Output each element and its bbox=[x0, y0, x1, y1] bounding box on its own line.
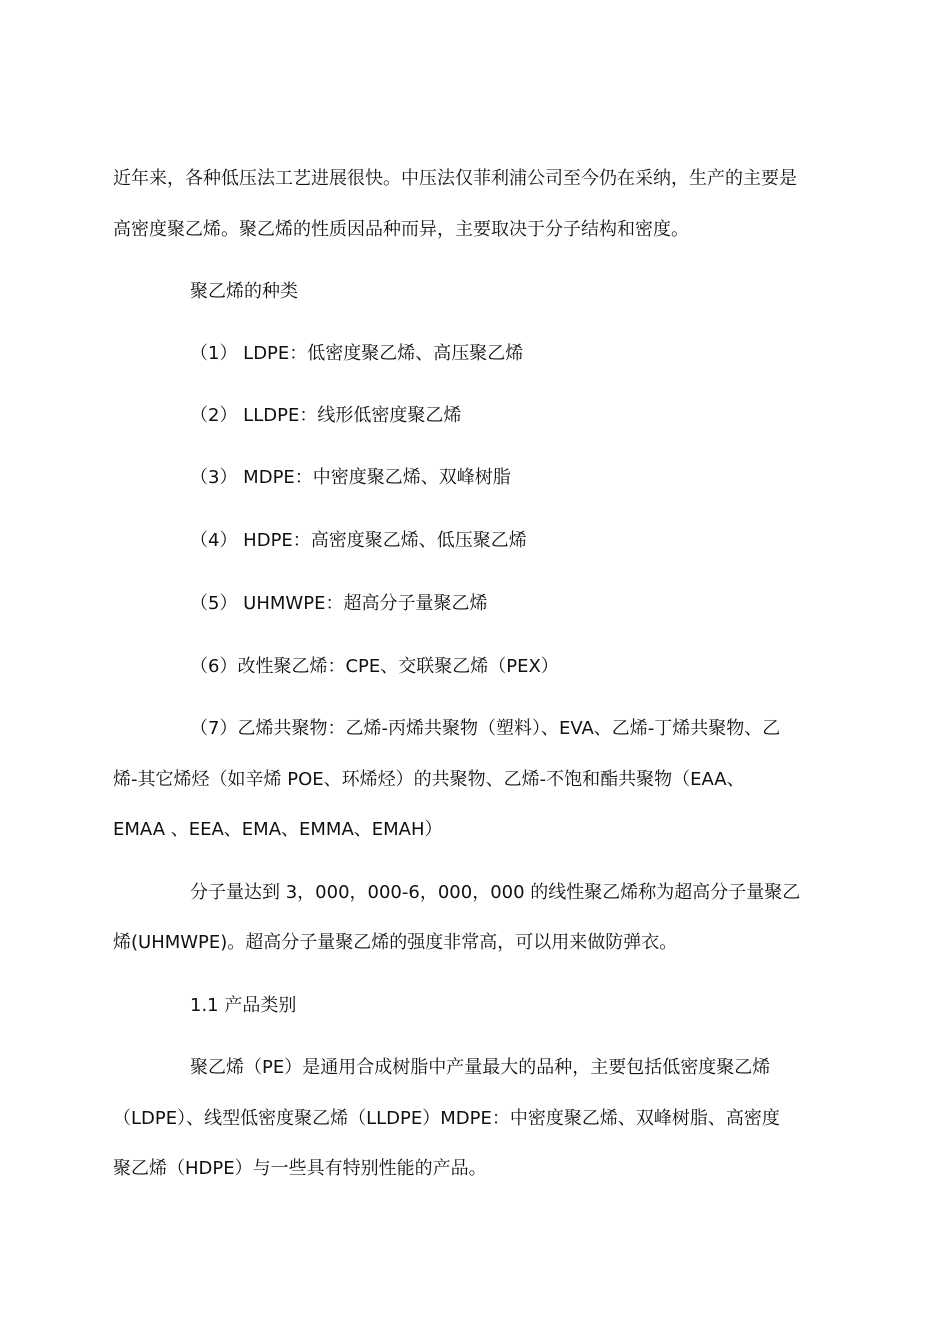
list-item-continuation: 烯-其它烯烃（如辛烯 POE、环烯烃）的共聚物、乙烯-不饱和酯共聚物（EAA、 bbox=[113, 769, 745, 790]
paragraph-line: （LDPE）、线型低密度聚乙烯（LLDPE）MDPE：中密度聚乙烯、双峰树脂、高密度 bbox=[113, 1108, 780, 1129]
subsection-heading: 1.1 产品类别 bbox=[190, 995, 297, 1016]
list-item: （4） HDPE：高密度聚乙烯、低压聚乙烯 bbox=[190, 530, 527, 551]
paragraph-line: 烯(UHMWPE)。超高分子量聚乙烯的强度非常高，可以用来做防弹衣。 bbox=[113, 932, 678, 953]
list-item: （2） LLDPE：线形低密度聚乙烯 bbox=[190, 405, 462, 426]
paragraph-line: 聚乙烯（HDPE）与一些具有特别性能的产品。 bbox=[113, 1158, 487, 1179]
list-item: （6）改性聚乙烯：CPE、交联聚乙烯（PEX） bbox=[190, 656, 559, 677]
paragraph-line: 近年来，各种低压法工艺进展很快。中压法仅菲利浦公司至今仍在采纳，生产的主要是 bbox=[113, 168, 797, 189]
list-item: （3） MDPE：中密度聚乙烯、双峰树脂 bbox=[190, 467, 511, 488]
paragraph-line: 分子量达到 3，000，000-6，000，000 的线性聚乙烯称为超高分子量聚乙 bbox=[190, 882, 801, 903]
section-heading: 聚乙烯的种类 bbox=[190, 281, 298, 302]
paragraph-line: 高密度聚乙烯。聚乙烯的性质因品种而异，主要取决于分子结构和密度。 bbox=[113, 219, 689, 240]
list-item: （1） LDPE：低密度聚乙烯、高压聚乙烯 bbox=[190, 343, 524, 364]
list-item: （7）乙烯共聚物：乙烯-丙烯共聚物（塑料）、EVA、乙烯-丁烯共聚物、乙 bbox=[190, 718, 781, 739]
list-item-continuation: EMAA 、EEA、EMA、EMMA、EMAH） bbox=[113, 819, 443, 840]
paragraph-line: 聚乙烯（PE）是通用合成树脂中产量最大的品种，主要包括低密度聚乙烯 bbox=[190, 1057, 771, 1078]
list-item: （5） UHMWPE：超高分子量聚乙烯 bbox=[190, 593, 488, 614]
